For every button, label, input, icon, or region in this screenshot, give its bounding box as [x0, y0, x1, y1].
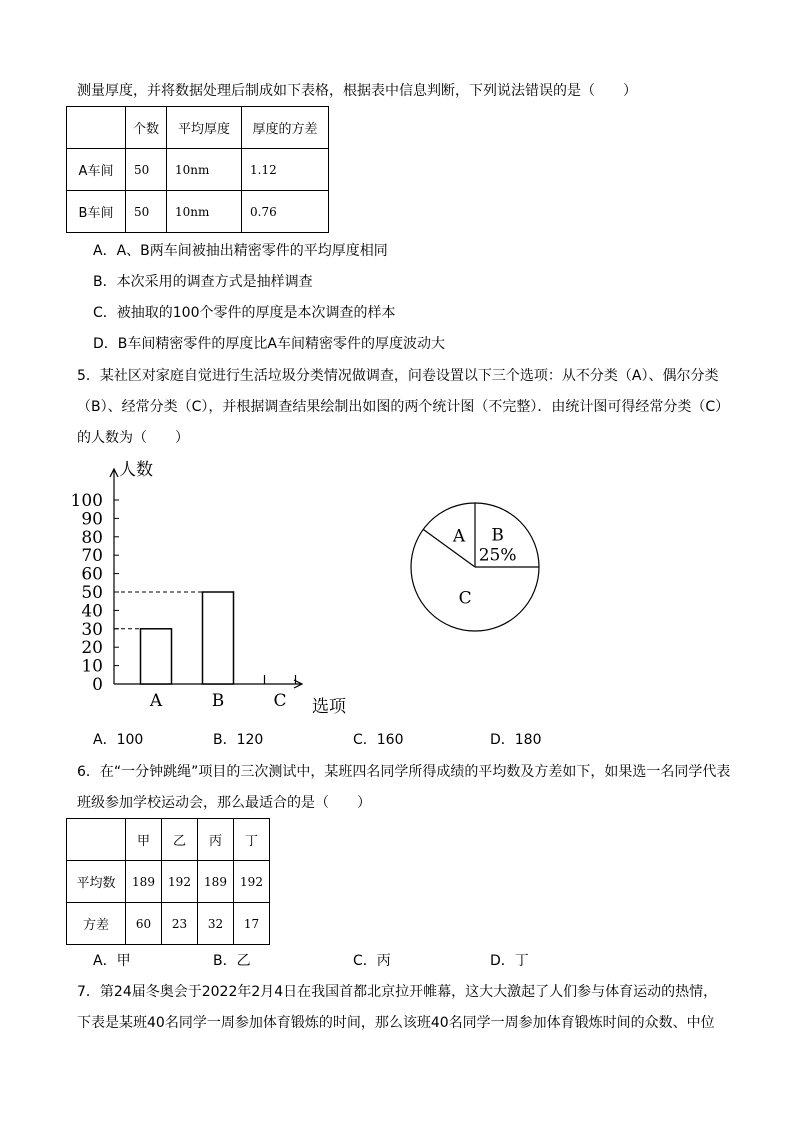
q4-header-cell	[67, 107, 126, 149]
q5-stem-line: 5．某社区对家庭自觉进行生活垃圾分类情况做调查，问卷设置以下三个选项：从不分类（A）、偶尔分类	[77, 368, 719, 384]
q4-option-b: B．本次采用的调查方式是抽样调查	[93, 274, 313, 290]
q6-row-label: 方差	[67, 903, 126, 945]
q4-cell: 50	[126, 149, 167, 191]
q5-option-c: C．160	[353, 732, 404, 748]
q7-stem-line: 7．第24届冬奥会于2022年2月4日在我国首都北京拉开帷幕，这大大激起了人们参与体育运动的热情，	[77, 984, 718, 1000]
q4-table	[66, 106, 329, 233]
y-tick-label: 60	[81, 564, 103, 585]
x-axis-label: 选项	[312, 697, 346, 717]
x-tick-label: B	[211, 691, 225, 711]
q4-cell: 1.12	[242, 149, 329, 191]
bar-chart	[70, 455, 370, 725]
q6-option-d: D．丁	[490, 953, 529, 969]
q6-stem-line: 6．在“一分钟跳绳”项目的三次测试中，某班四名同学所得成绩的平均数及方差如下，如果选一名同学代表	[77, 764, 731, 780]
q4-option-a: A．A、B两车间被抽出精密零件的平均厚度相同	[93, 243, 388, 259]
y-tick-label: 100	[70, 491, 103, 511]
q5-option-b: B．120	[213, 732, 264, 748]
q6-cell: 17	[234, 903, 270, 945]
q6-cell: 189	[126, 861, 162, 903]
q6-header-cell: 甲	[126, 819, 162, 861]
q6-option-b: B．乙	[213, 953, 251, 969]
pie-label-A: A	[452, 526, 466, 547]
q4-cell: 10nm	[167, 149, 242, 191]
q6-cell: 189	[198, 861, 234, 903]
q6-table	[66, 818, 270, 945]
q6-option-a: A．甲	[93, 953, 131, 969]
q4-cell: 10nm	[167, 191, 242, 233]
q6-cell: 60	[126, 903, 162, 945]
y-tick-label: 10	[81, 656, 103, 677]
y-tick-label: 20	[81, 638, 103, 659]
q5-stem-line: （B）、经常分类（C），并根据调查结果绘制出如图的两个统计图（不完整）．由统计图可得经常分类（C）	[77, 399, 730, 415]
q4-option-d: D．B车间精密零件的厚度比A车间精密零件的厚度波动大	[93, 336, 445, 352]
x-tick-label: C	[273, 691, 287, 711]
q5-stem-line: 的人数为（ ）	[77, 430, 189, 446]
q6-stem-line: 班级参加学校运动会，那么最适合的是（ ）	[77, 795, 371, 811]
q6-header-cell	[67, 819, 126, 861]
q6-cell: 32	[198, 903, 234, 945]
pie-label-B: B	[491, 525, 504, 546]
q4-header-cell: 个数	[126, 107, 167, 149]
pie-label-C: C	[458, 588, 472, 609]
q4-cell: 0.76	[242, 191, 329, 233]
y-tick-label: 0	[92, 675, 103, 695]
y-tick-label: 40	[81, 601, 103, 622]
y-axis-label: 人数	[119, 460, 153, 480]
q7-stem-line: 下表是某班40名同学一周参加体育锻炼的时间，那么该班40名同学一周参加体育锻炼时间的众数、中位	[77, 1015, 715, 1031]
y-tick-label: 70	[81, 546, 103, 567]
q6-header-cell: 丙	[198, 819, 234, 861]
q4-option-c: C．被抽取的100个零件的厚度是本次调查的样本	[93, 305, 396, 321]
q6-cell: 192	[162, 861, 198, 903]
q5-option-d: D．180	[490, 732, 542, 748]
q6-row-label: 平均数	[67, 861, 126, 903]
y-tick-label: 90	[81, 509, 103, 530]
q6-header-cell: 丁	[234, 819, 270, 861]
q6-cell: 192	[234, 861, 270, 903]
bar-A	[141, 629, 172, 684]
q4-row-label: B车间	[67, 191, 126, 233]
pie-chart	[405, 495, 550, 640]
q4-row-label: A车间	[67, 149, 126, 191]
q6-cell: 23	[162, 903, 198, 945]
y-tick-label: 30	[81, 619, 103, 640]
q6-option-c: C．丙	[353, 953, 391, 969]
y-tick-label: 80	[81, 527, 103, 548]
pie-percent-B: 25%	[478, 545, 517, 566]
q5-option-a: A．100	[93, 732, 144, 748]
x-tick-label: A	[149, 691, 163, 711]
q4-stem: 测量厚度，并将数据处理后制成如下表格，根据表中信息判断，下列说法错误的是（ ）	[77, 83, 637, 99]
q4-header-cell: 平均厚度	[167, 107, 242, 149]
q4-header-cell: 厚度的方差	[242, 107, 329, 149]
y-tick-label: 50	[81, 583, 103, 603]
q4-cell: 50	[126, 191, 167, 233]
q6-header-cell: 乙	[162, 819, 198, 861]
bar-B	[203, 592, 234, 684]
